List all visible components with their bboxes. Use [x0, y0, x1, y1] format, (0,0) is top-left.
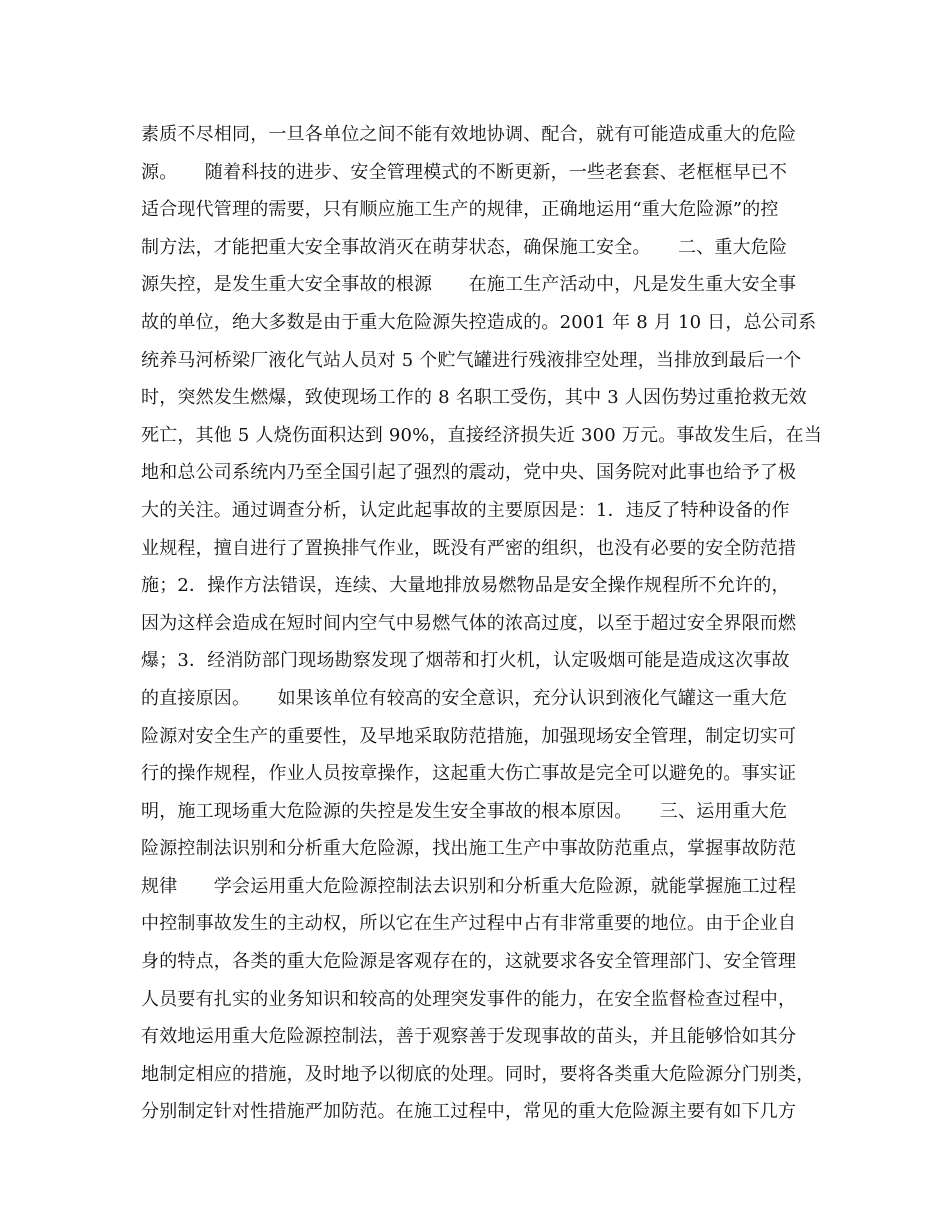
text-line: 大的关注。通过调查分析，认定此起事故的主要原因是：1．违反了特种设备的作 [141, 499, 790, 521]
text-line: 人员要有扎实的业务知识和较高的处理突发事件的能力，在安全监督检查过程中， [141, 988, 797, 1010]
text-line: 施；2．操作方法错误，连续、大量地排放易燃物品是安全操作规程所不允许的， [141, 575, 790, 597]
text-line: 的直接原因。 如果该单位有较高的安全意识，充分认识到液化气罐这一重大危 [141, 687, 788, 709]
text-line: 身的特点，各类的重大危险源是客观存在的，这就要求各安全管理部门、安全管理 [141, 951, 797, 973]
text-line: 业规程，擅自进行了置换排气作业，既没有严密的组织，也没有必要的安全防范措 [141, 537, 797, 559]
text-line: 源。 随着科技的进步、安全管理模式的不断更新，一些老套套、老框框早已不 [141, 161, 788, 183]
text-line: 有效地运用重大危险源控制法，善于观察善于发现事故的苗头，并且能够恰如其分 [141, 1026, 797, 1048]
text-line: 爆；3．经消防部门现场勘察发现了烟蒂和打火机，认定吸烟可能是造成这次事故 [141, 650, 790, 672]
text-line: 地制定相应的措施，及时地予以彻底的处理。同时，要将各类重大危险源分门别类， [141, 1063, 815, 1085]
text-line: 险源控制法识别和分析重大危险源，找出施工生产中事故防范重点，掌握事故防范 [141, 838, 797, 860]
text-line: 险源对安全生产的重要性，及早地采取防范措施，加强现场安全管理，制定切实可 [141, 725, 797, 747]
text-line: 因为这样会造成在短时间内空气中易燃气体的浓高过度，以至于超过安全界限而燃 [141, 612, 797, 634]
body-text [141, 116, 831, 1131]
text-line: 适合现代管理的需要，只有顺应施工生产的规律，正确地运用“重大危险源”的控 [141, 199, 779, 221]
text-line: 源失控，是发生重大安全事故的根源 在施工生产活动中，凡是发生重大安全事 [141, 274, 797, 296]
text-line: 行的操作规程，作业人员按章操作，这起重大伤亡事故是完全可以避免的。事实证 [141, 763, 797, 785]
text-line: 素质不尽相同，一旦各单位之间不能有效地协调、配合，就有可能造成重大的危险 [141, 124, 797, 145]
text-line: 统养马河桥梁厂液化气站人员对 5 个贮气罐进行残液排空处理，当排放到最后一个 [141, 349, 802, 371]
text-line: 制方法，才能把重大安全事故消灭在萌芽状态，确保施工安全。 二、重大危险 [141, 236, 788, 258]
text-line: 中控制事故发生的主动权，所以它在生产过程中占有非常重要的地位。由于企业自 [141, 913, 797, 935]
text-line: 时，突然发生燃爆，致使现场工作的 8 名职工受伤，其中 3 人因伤势过重抢救无效 [141, 387, 807, 409]
text-line: 死亡，其他 5 人烧伤面积达到 90%，直接经济损失近 300 万元。事故发生后，在当 [141, 424, 823, 446]
text-line: 明，施工现场重大危险源的失控是发生安全事故的根本原因。 三、运用重大危 [141, 800, 788, 822]
text-line: 地和总公司系统内乃至全国引起了强烈的震动，党中央、国务院对此事也给予了极 [141, 462, 797, 484]
text-line: 故的单位，绝大多数是由于重大危险源失控造成的。2001 年 8 月 10 日，总公司系 [141, 311, 817, 333]
text-line: 规律 学会运用重大危险源控制法去识别和分析重大危险源，就能掌握施工过程 [141, 875, 797, 897]
text-line: 分别制定针对性措施严加防范。在施工过程中，常见的重大危险源主要有如下几方 [141, 1101, 797, 1123]
